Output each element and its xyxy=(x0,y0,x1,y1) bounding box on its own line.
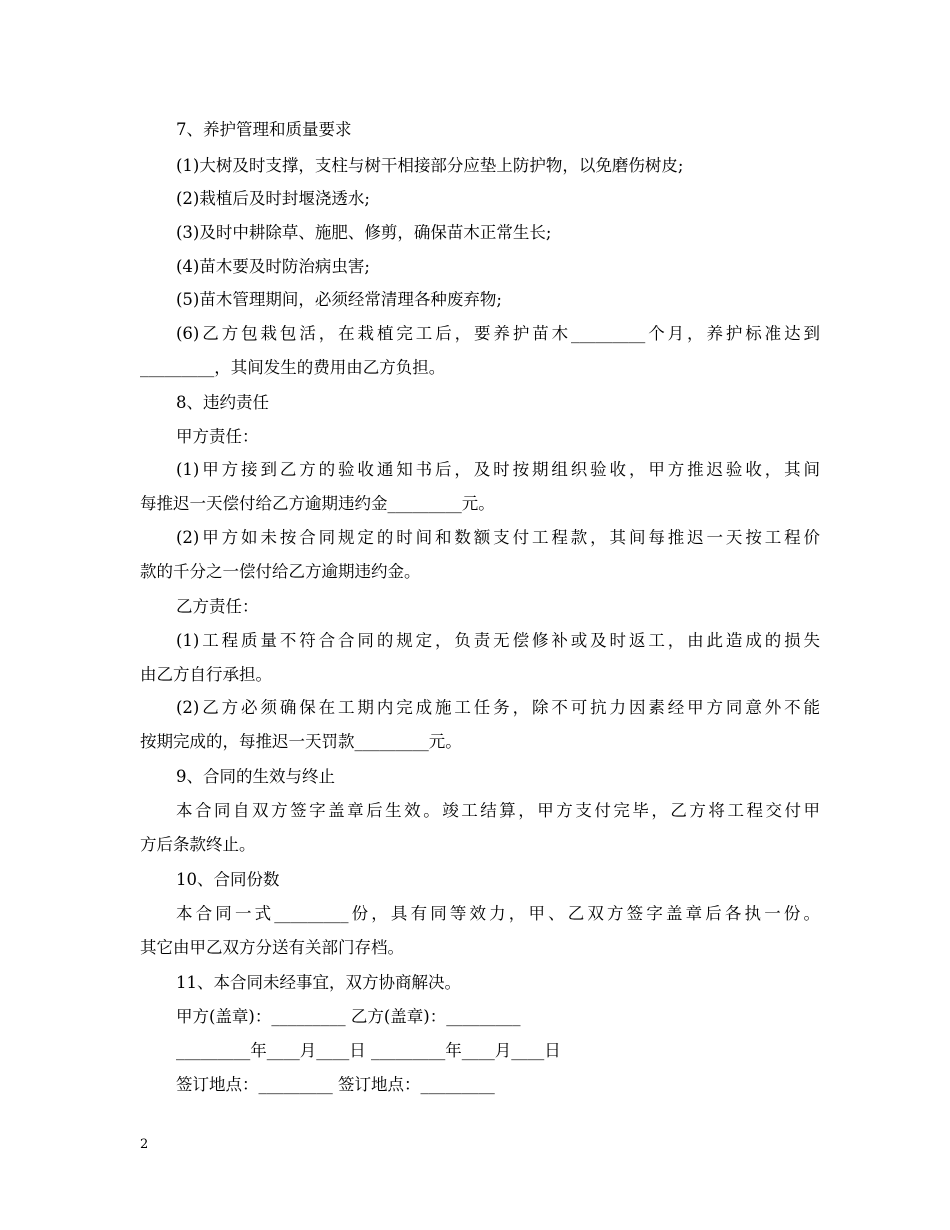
paragraph-line: 本合同一式_________份，具有同等效力，甲、乙双方签字盖章后各执一份。 xyxy=(176,904,820,923)
paragraph-line: (2)甲方如未按合同规定的时间和数额支付工程款，其间每推迟一天按工程价 xyxy=(176,528,820,547)
paragraph-line: (3)及时中耕除草、施肥、修剪，确保苗木正常生长; xyxy=(176,223,552,242)
paragraph-line: 款的千分之一偿付给乙方逾期违约金。 xyxy=(140,562,421,581)
paragraph-line: 每推迟一天偿付给乙方逾期违约金_________元。 xyxy=(140,494,495,513)
section-9-heading: 9、合同的生效与终止 xyxy=(176,767,335,786)
page-number: 2 xyxy=(140,1137,149,1152)
paragraph-line: (4)苗木要及时防治病虫害; xyxy=(176,257,370,276)
paragraph-line: (2)栽植后及时封堰浇透水; xyxy=(176,189,370,208)
paragraph-line: 由乙方自行承担。 xyxy=(140,665,272,684)
signing-location-line: 签订地点：_________ 签订地点：_________ xyxy=(176,1075,495,1094)
paragraph-line: (1)工程质量不符合合同的规定，负责无偿修补或及时返工，由此造成的损失 xyxy=(176,631,820,650)
signature-line: 甲方(盖章)：_________ 乙方(盖章)：_________ xyxy=(176,1007,521,1026)
paragraph-line: 按期完成的，每推迟一天罚款_________元。 xyxy=(140,732,462,751)
party-b-responsibility-heading: 乙方责任： xyxy=(176,597,259,616)
paragraph-line: (6)乙方包栽包活，在栽植完工后，要养护苗木_________个月，养护标准达到 xyxy=(176,324,820,343)
paragraph-line: 方后条款终止。 xyxy=(140,835,256,854)
paragraph-line: (5)苗木管理期间，必须经常清理各种废弃物; xyxy=(176,290,502,309)
date-line: _________年____月____日 _________年____月____日 xyxy=(176,1041,561,1060)
party-a-responsibility-heading: 甲方责任： xyxy=(176,427,259,446)
section-7-heading: 7、养护管理和质量要求 xyxy=(176,120,352,139)
paragraph-line: 本合同自双方签字盖章后生效。竣工结算，甲方支付完毕，乙方将工程交付甲 xyxy=(176,801,820,820)
paragraph-line: _________，其间发生的费用由乙方负担。 xyxy=(140,358,446,377)
paragraph-line: (1)甲方接到乙方的验收通知书后，及时按期组织验收，甲方推迟验收，其间 xyxy=(176,460,820,479)
section-11-heading: 11、本合同未经事宜，双方协商解决。 xyxy=(176,973,461,992)
section-10-heading: 10、合同份数 xyxy=(176,870,280,889)
paragraph-line: (1)大树及时支撑，支柱与树干相接部分应垫上防护物，以免磨伤树皮; xyxy=(176,156,684,175)
paragraph-line: (2)乙方必须确保在工期内完成施工任务，除不可抗力因素经甲方同意外不能 xyxy=(176,698,820,717)
paragraph-line: 其它由甲乙双方分送有关部门存档。 xyxy=(140,938,404,957)
section-8-heading: 8、违约责任 xyxy=(176,393,269,412)
